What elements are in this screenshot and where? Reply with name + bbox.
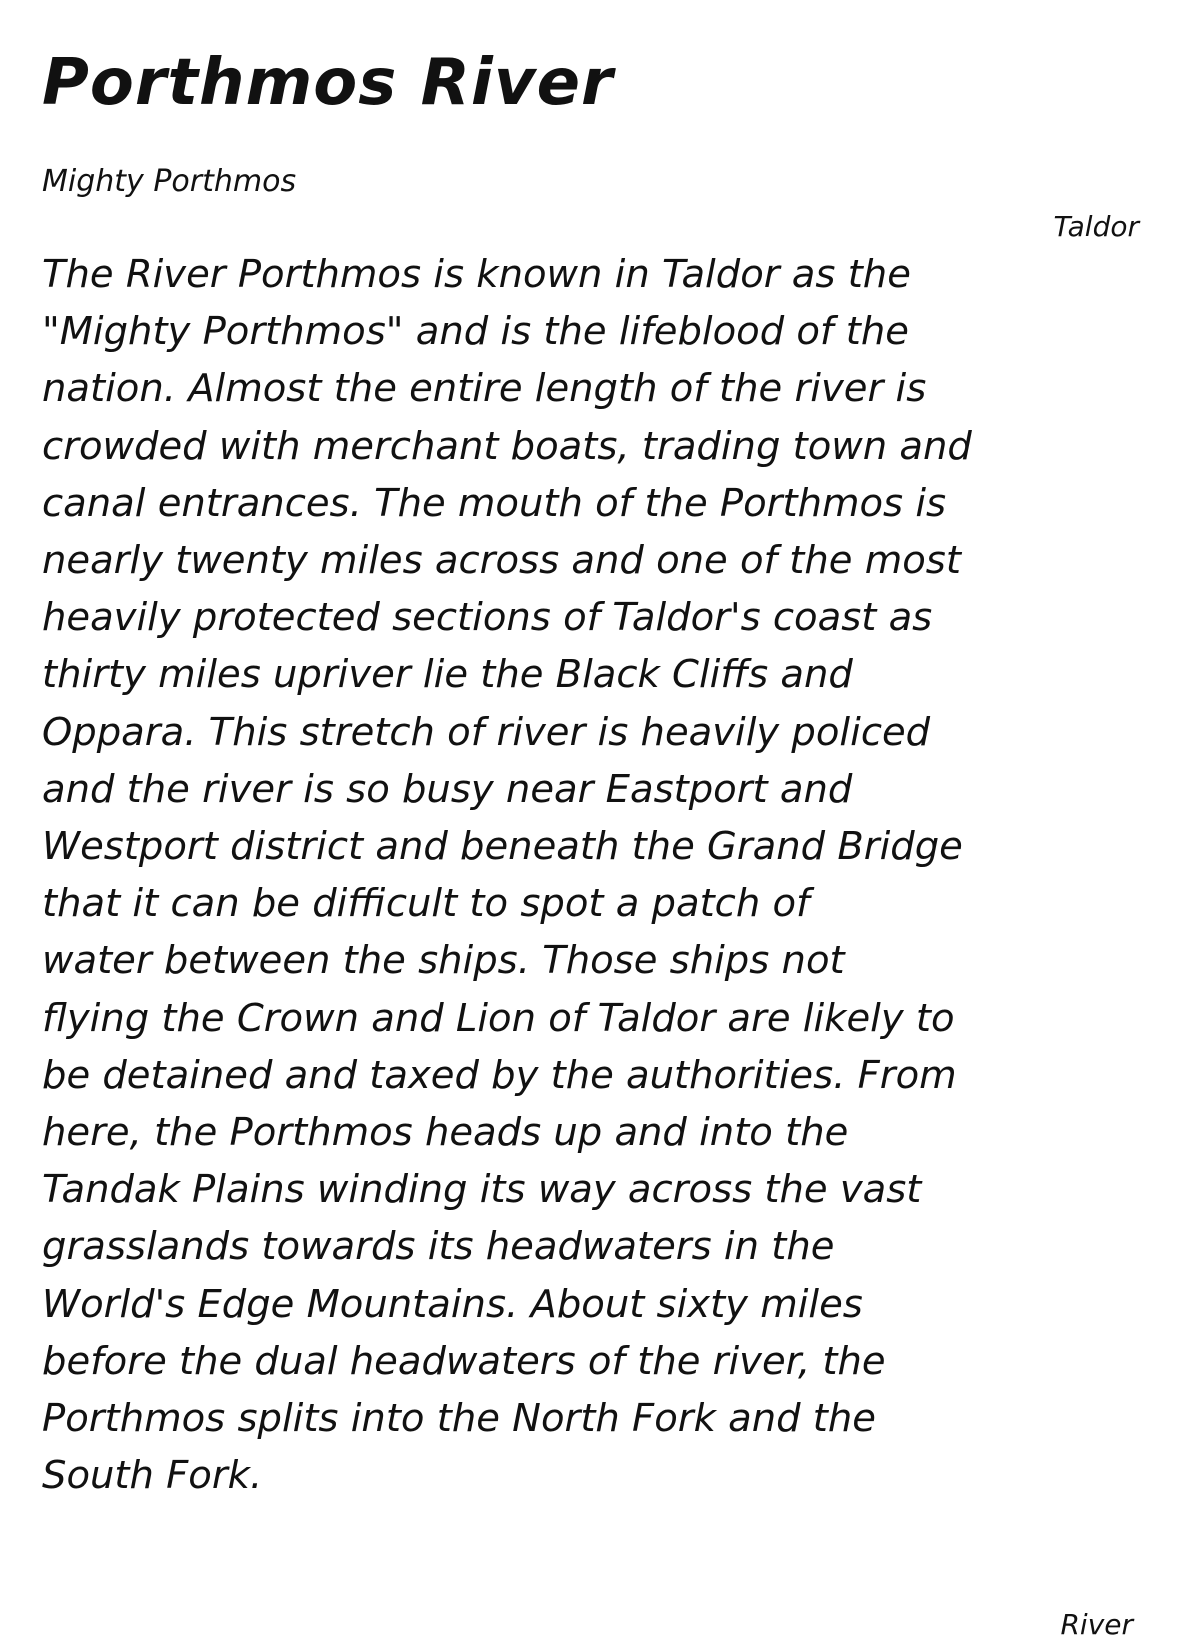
- footer-tag: River: [1060, 1608, 1133, 1642]
- category-label: Taldor: [1053, 210, 1139, 243]
- body-paragraph: The River Porthmos is known in Taldor as the "Mighty Porthmos" and is the lifeblood of the nation. Almost the entire length of the river is crowded with merchant boats, trading town and canal entrances. The mouth of the Porthmos is nearly twenty miles across and one of the most heavily protected sections of Taldor's coast as thirty miles upriver lie the Black Cliffs and Oppara. This stretch of river is heavily policed and the river is so busy near Eastport and Westport district and beneath the Grand Bridge that it can be difficult to spot a patch of water between the ships. Those ships not flying the Crown and Lion of Taldor are likely to be detained and taxed by the authorities. From here, the Porthmos heads up and into the Tandak Plains winding its way across the vast grasslands towards its headwaters in the World's Edge Mountains. About sixty miles before the dual headwaters of the river, the Porthmos splits into the North Fork and the South Fork.: [42, 252, 972, 1499]
- page-subtitle: Mighty Porthmos: [42, 164, 297, 199]
- page-title: Porthmos River: [42, 46, 614, 120]
